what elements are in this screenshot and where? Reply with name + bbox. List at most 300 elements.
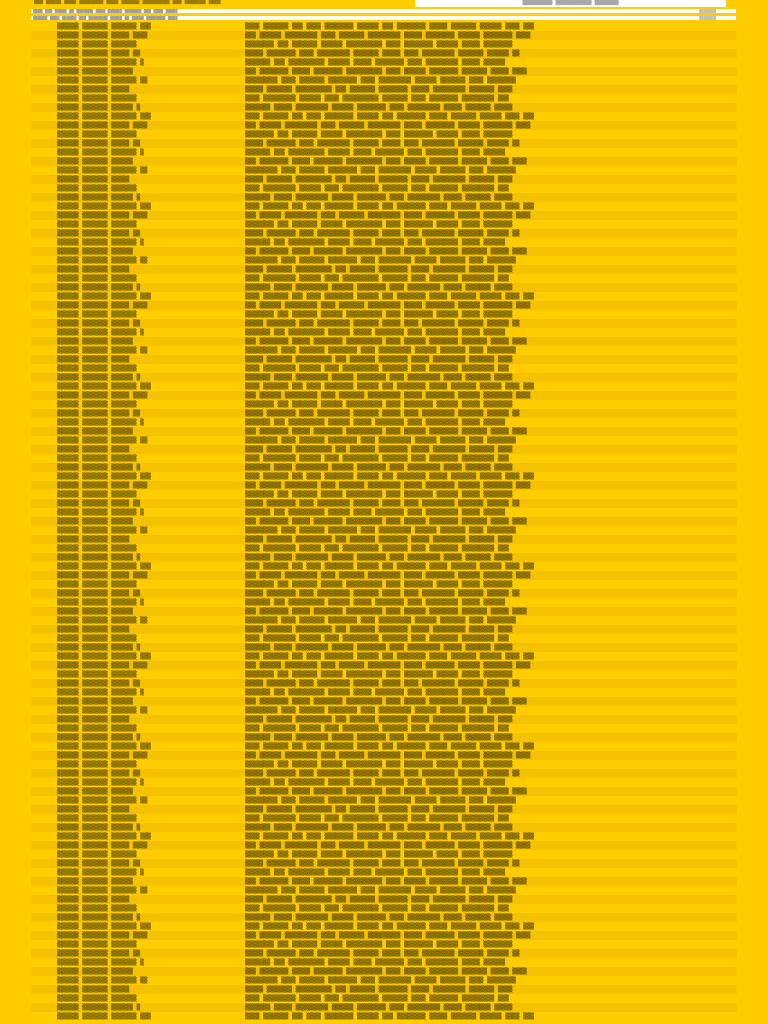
table-row — [31, 94, 737, 103]
row-value-cell: ▒▒▒▒▒▒▒▒▒ ▒▒▒▒ ▒▒▒▒▒▒▒ ▒▒▒▒▒▒▒▒ ▒▒▒▒ ▒▒▒▒▒▒▒▒▒ ▒▒▒▒▒▒ ▒▒▒▒▒▒▒ ▒▒▒▒ ▒▒▒▒▒▒▒▒ — [245, 707, 516, 714]
row-value-cell: ▒▒▒▒ ▒▒▒▒▒▒▒ ▒▒▒ ▒▒▒▒ ▒▒▒▒▒▒▒▒ ▒▒▒▒▒▒ ▒▒▒ ▒▒▒▒▒▒▒▒ ▒▒▒▒▒ ▒▒▒▒▒▒▒ ▒▒▒▒▒▒ ▒▒▒▒ ▒▒▒ — [245, 383, 534, 390]
row-value-cell: ▒▒▒▒▒ ▒▒▒▒▒▒▒▒ ▒▒▒▒ ▒▒▒▒▒▒▒▒▒ ▒▒▒▒▒▒▒ ▒▒▒▒▒ ▒▒▒▒ ▒▒▒▒▒▒▒▒▒ ▒▒▒▒▒▒▒ ▒▒▒▒▒▒ ▒▒ — [245, 950, 520, 957]
row-value-cell: ▒▒▒ ▒▒▒▒▒▒▒▒ ▒▒▒▒▒ ▒▒▒▒▒▒▒▒ ▒▒▒▒▒▒▒▒▒▒ ▒▒▒▒ ▒▒▒▒▒▒ ▒▒▒▒▒▒▒▒ ▒▒▒▒▒▒▒ ▒▒▒▒▒ ▒▒▒▒ — [245, 878, 527, 885]
row-key-cell: ▒▒▒▒▒▒ ▒▒▒▒▒▒▒ ▒▒▒▒▒ ▒▒▒▒ — [57, 572, 148, 579]
row-key-cell: ▒▒▒▒▒▒ ▒▒▒▒▒▒▒ ▒▒▒▒▒▒▒ ▒▒ — [57, 347, 148, 354]
row-key-cell: ▒▒▒▒▒▒ ▒▒▒▒▒▒▒ ▒▒▒▒▒▒▒ ▒▒▒ — [57, 113, 151, 120]
row-value-cell: ▒▒▒▒ ▒▒▒▒▒▒▒▒▒ ▒▒▒▒▒▒ ▒▒▒▒ ▒▒▒▒▒▒▒▒▒▒ ▒▒▒▒▒▒▒ ▒▒▒▒ ▒▒▒▒▒▒▒▒ ▒▒▒▒▒▒▒▒▒ ▒▒▒ — [245, 905, 509, 912]
row-key-cell: ▒▒▒▒▒▒ ▒▒▒▒▒▒▒ ▒▒▒▒▒▒ ▒ — [57, 914, 141, 921]
row-value-cell: ▒▒▒▒▒▒▒▒ ▒▒▒ ▒▒▒▒▒▒▒ ▒▒▒▒▒▒ ▒▒▒▒▒▒▒▒▒▒ ▒▒▒▒ ▒▒▒▒▒▒▒▒ ▒▒▒▒▒▒ ▒▒▒▒▒ ▒▒▒▒▒▒▒▒ — [245, 41, 513, 48]
table-row — [31, 373, 737, 382]
row-value-cell: ▒▒▒▒▒ ▒▒▒▒▒▒▒ ▒▒▒▒▒▒▒▒▒▒ ▒▒▒ ▒▒▒▒▒▒▒ ▒▒▒▒▒▒▒▒ ▒▒▒▒▒ ▒▒▒▒▒▒▒▒▒ ▒▒▒▒▒▒▒ ▒▒▒▒ — [245, 716, 513, 723]
row-key-cell: ▒▒▒▒▒▒ ▒▒▒▒▒▒▒ ▒▒▒▒▒ ▒▒▒▒ — [57, 752, 148, 759]
row-value-cell: ▒▒▒▒▒ ▒▒▒▒▒▒▒ ▒▒▒▒▒▒▒▒▒▒ ▒▒▒ ▒▒▒▒▒▒▒ ▒▒▒▒▒▒▒▒ ▒▒▒▒▒ ▒▒▒▒▒▒▒▒▒ ▒▒▒▒▒▒▒ ▒▒▒▒ — [245, 266, 513, 273]
row-key-cell: ▒▒▒▒▒▒ ▒▒▒▒▒▒▒ ▒▒▒▒▒▒ ▒ — [57, 374, 141, 381]
row-value-cell: ▒▒▒ ▒▒▒▒▒▒▒▒ ▒▒▒▒▒ ▒▒▒▒▒▒▒▒ ▒▒▒▒▒▒▒▒▒▒ ▒▒▒▒ ▒▒▒▒▒▒ ▒▒▒▒▒▒▒▒ ▒▒▒▒▒▒▒ ▒▒▒▒▒ ▒▒▒▒ — [245, 338, 527, 345]
row-key-cell: ▒▒▒▒▒▒ ▒▒▒▒▒▒▒ ▒▒▒▒▒▒▒ ▒▒ — [57, 797, 148, 804]
row-value-cell: ▒▒▒ ▒▒▒▒▒▒▒▒ ▒▒▒▒▒ ▒▒▒▒▒▒▒▒ ▒▒▒▒▒▒▒▒▒▒ ▒▒▒▒ ▒▒▒▒▒▒ ▒▒▒▒▒▒▒▒ ▒▒▒▒▒▒▒ ▒▒▒▒▒ ▒▒▒▒ — [245, 428, 527, 435]
header-box-text: ▒▒▒▒▒▒▒▒▒▒ ▒▒▒▒▒▒▒▒▒▒▒▒ ▒▒▒▒▒▒▒▒ — [522, 0, 619, 6]
table-row — [31, 40, 737, 49]
row-value-cell: ▒▒▒▒▒ ▒▒▒▒▒▒▒ ▒▒▒▒▒▒▒▒▒▒ ▒▒▒ ▒▒▒▒▒▒▒ ▒▒▒▒▒▒▒▒ ▒▒▒▒▒ ▒▒▒▒▒▒▒▒▒ ▒▒▒▒▒▒▒ ▒▒▒▒ — [245, 176, 513, 183]
row-value-cell: ▒▒▒▒▒ ▒▒▒▒▒▒▒▒ ▒▒▒▒ ▒▒▒▒▒▒▒▒▒ ▒▒▒▒▒▒▒ ▒▒▒▒▒ ▒▒▒▒ ▒▒▒▒▒▒▒▒▒ ▒▒▒▒▒▒▒ ▒▒▒▒▒▒ ▒▒ — [245, 140, 520, 147]
row-value-cell: ▒▒▒▒▒▒▒ ▒▒▒▒▒ ▒▒▒▒▒▒▒▒▒ ▒▒▒▒▒▒ ▒▒▒▒▒▒▒▒ ▒▒▒▒ ▒▒▒▒▒▒▒▒▒ ▒▒▒▒▒ ▒▒▒▒▒▒▒ ▒▒▒▒▒ — [245, 374, 513, 381]
table-row — [31, 67, 737, 76]
table-row — [31, 625, 737, 634]
row-key-cell: ▒▒▒▒▒▒ ▒▒▒▒▒▒▒ ▒▒▒▒▒▒▒ ▒▒▒ — [57, 653, 151, 660]
row-value-cell: ▒▒▒▒▒ ▒▒▒▒▒▒▒▒ ▒▒▒▒ ▒▒▒▒▒▒▒▒▒ ▒▒▒▒▒▒▒ ▒▒▒▒▒ ▒▒▒▒ ▒▒▒▒▒▒▒▒▒ ▒▒▒▒▒▒▒ ▒▒▒▒▒▒ ▒▒ — [245, 590, 520, 597]
table-row — [31, 760, 737, 769]
row-key-cell: ▒▒▒▒▒▒ ▒▒▒▒▒▒▒ ▒▒▒▒▒▒▒ ▒▒▒ — [57, 23, 151, 30]
row-key-cell: ▒▒▒▒▒▒ ▒▒▒▒▒▒▒ ▒▒▒▒▒ ▒▒ — [57, 680, 141, 687]
table-row — [31, 670, 737, 679]
row-value-cell: ▒▒▒▒▒▒▒▒▒ ▒▒▒▒ ▒▒▒▒▒▒▒ ▒▒▒▒▒▒▒▒ ▒▒▒▒ ▒▒▒▒▒▒▒▒▒ ▒▒▒▒▒▒ ▒▒▒▒▒▒▒ ▒▒▒▒ ▒▒▒▒▒▒▒▒ — [245, 257, 516, 264]
row-key-cell: ▒▒▒▒▒▒ ▒▒▒▒▒▒▒ ▒▒▒▒▒▒ ▒ — [57, 194, 141, 201]
table-row — [31, 535, 737, 544]
row-value-cell: ▒▒▒▒ ▒▒▒▒▒▒▒ ▒▒▒ ▒▒▒▒ ▒▒▒▒▒▒▒▒ ▒▒▒▒▒▒ ▒▒▒ ▒▒▒▒▒▒▒▒ ▒▒▒▒▒ ▒▒▒▒▒▒▒ ▒▒▒▒▒▒ ▒▒▒▒ ▒▒▒ — [245, 113, 534, 120]
row-key-cell: ▒▒▒▒▒▒ ▒▒▒▒▒▒▒ ▒▒▒▒▒▒▒ — [57, 851, 137, 858]
table-row — [31, 229, 737, 238]
table-row — [31, 688, 737, 697]
table-row — [31, 49, 737, 58]
row-key-cell: ▒▒▒▒▒▒ ▒▒▒▒▒▒▒ ▒▒▒▒▒▒▒ ▒▒ — [57, 887, 148, 894]
row-value-cell: ▒▒▒▒ ▒▒▒▒▒▒▒▒▒ ▒▒▒▒▒▒ ▒▒▒▒ ▒▒▒▒▒▒▒▒▒▒ ▒▒▒▒▒▒▒ ▒▒▒▒ ▒▒▒▒▒▒▒▒ ▒▒▒▒▒▒▒▒▒ ▒▒▒ — [245, 365, 509, 372]
table-row — [31, 274, 737, 283]
row-key-cell: ▒▒▒▒▒▒ ▒▒▒▒▒▒▒ ▒▒▒▒▒▒ ▒ — [57, 464, 141, 471]
row-value-cell: ▒▒▒▒ ▒▒▒▒▒▒▒ ▒▒▒ ▒▒▒▒ ▒▒▒▒▒▒▒▒ ▒▒▒▒▒▒ ▒▒▒ ▒▒▒▒▒▒▒▒ ▒▒▒▒▒ ▒▒▒▒▒▒▒ ▒▒▒▒▒▒ ▒▒▒▒ ▒▒▒ — [245, 923, 534, 930]
table-row — [31, 310, 737, 319]
table-row — [31, 328, 737, 337]
table-row — [31, 292, 737, 301]
table-row — [31, 598, 737, 607]
info-bar-link[interactable]: ▒▒▒▒▒▒▒ — [699, 16, 716, 20]
row-value-cell: ▒▒▒▒▒▒▒▒▒ ▒▒▒▒ ▒▒▒▒▒▒▒ ▒▒▒▒▒▒▒▒ ▒▒▒▒ ▒▒▒▒▒▒▒▒▒ ▒▒▒▒▒▒ ▒▒▒▒▒▒▒ ▒▒▒▒ ▒▒▒▒▒▒▒▒ — [245, 437, 516, 444]
table-row — [31, 382, 737, 391]
row-key-cell: ▒▒▒▒▒▒ ▒▒▒▒▒▒▒ ▒▒▒▒▒ ▒▒▒▒ — [57, 842, 148, 849]
row-value-cell: ▒▒▒▒▒ ▒▒▒▒▒▒▒▒ ▒▒▒▒ ▒▒▒▒▒▒▒▒▒ ▒▒▒▒▒▒▒ ▒▒▒▒▒ ▒▒▒▒ ▒▒▒▒▒▒▒▒▒ ▒▒▒▒▒▒▒ ▒▒▒▒▒▒ ▒▒ — [245, 770, 520, 777]
row-key-cell: ▒▒▒▒▒▒ ▒▒▒▒▒▒▒ ▒▒▒▒▒▒ — [57, 968, 133, 975]
row-key-cell: ▒▒▒▒▒▒ ▒▒▒▒▒▒▒ ▒▒▒▒▒ ▒▒▒▒ — [57, 662, 148, 669]
row-value-cell: ▒▒▒ ▒▒▒▒▒▒ ▒▒▒▒▒▒▒▒▒ ▒▒▒▒ ▒▒▒▒▒▒▒ ▒▒▒▒▒▒▒▒▒ ▒▒▒▒▒ ▒▒▒▒▒▒▒▒ ▒▒▒▒▒▒ ▒▒▒▒▒▒▒▒ ▒▒▒▒ — [245, 122, 531, 129]
row-value-cell: ▒▒▒▒ ▒▒▒▒▒▒▒▒▒ ▒▒▒▒▒▒ ▒▒▒▒ ▒▒▒▒▒▒▒▒▒▒ ▒▒▒▒▒▒▒ ▒▒▒▒ ▒▒▒▒▒▒▒▒ ▒▒▒▒▒▒▒▒▒ ▒▒▒ — [245, 95, 509, 102]
row-value-cell: ▒▒▒▒▒▒▒ ▒▒▒▒▒ ▒▒▒▒▒▒▒▒▒ ▒▒▒▒▒▒ ▒▒▒▒▒▒▒▒ ▒▒▒▒ ▒▒▒▒▒▒▒▒▒ ▒▒▒▒▒ ▒▒▒▒▒▒▒ ▒▒▒▒▒ — [245, 824, 513, 831]
table-row — [31, 85, 737, 94]
table-row — [31, 256, 737, 265]
row-key-cell: ▒▒▒▒▒▒ ▒▒▒▒▒▒▒ ▒▒▒▒▒ — [57, 986, 130, 993]
table-row — [31, 706, 737, 715]
row-key-cell: ▒▒▒▒▒▒ ▒▒▒▒▒▒▒ ▒▒▒▒▒▒ — [57, 518, 133, 525]
table-row — [31, 283, 737, 292]
row-key-cell: ▒▒▒▒▒▒ ▒▒▒▒▒▒▒ ▒▒▒▒▒▒ — [57, 788, 133, 795]
row-value-cell: ▒▒▒▒▒▒▒▒ ▒▒▒ ▒▒▒▒▒▒▒ ▒▒▒▒▒▒ ▒▒▒▒▒▒▒▒▒▒ ▒▒▒▒ ▒▒▒▒▒▒▒▒ ▒▒▒▒▒▒ ▒▒▒▒▒ ▒▒▒▒▒▒▒▒ — [245, 221, 513, 228]
row-value-cell: ▒▒▒▒▒▒▒▒▒ ▒▒▒▒ ▒▒▒▒▒▒▒ ▒▒▒▒▒▒▒▒ ▒▒▒▒ ▒▒▒▒▒▒▒▒▒ ▒▒▒▒▒▒ ▒▒▒▒▒▒▒ ▒▒▒▒ ▒▒▒▒▒▒▒▒ — [245, 977, 516, 984]
table-row — [31, 778, 737, 787]
table-row — [31, 805, 737, 814]
table-row — [31, 859, 737, 868]
row-key-cell: ▒▒▒▒▒▒ ▒▒▒▒▒▒▒ ▒▒▒▒▒▒ — [57, 608, 133, 615]
table-row — [31, 940, 737, 949]
row-value-cell: ▒▒▒▒▒▒▒▒▒ ▒▒▒▒ ▒▒▒▒▒▒▒ ▒▒▒▒▒▒▒▒ ▒▒▒▒ ▒▒▒▒▒▒▒▒▒ ▒▒▒▒▒▒ ▒▒▒▒▒▒▒ ▒▒▒▒ ▒▒▒▒▒▒▒▒ — [245, 77, 516, 84]
row-key-cell: ▒▒▒▒▒▒ ▒▒▒▒▒▒▒ ▒▒▒▒▒ ▒▒▒▒ — [57, 392, 148, 399]
row-key-cell: ▒▒▒▒▒▒ ▒▒▒▒▒▒▒ ▒▒▒▒▒▒▒ — [57, 905, 137, 912]
table-row — [31, 31, 737, 40]
header-banner-text: ▒▒▒ ▒▒▒▒▒ ▒▒▒▒ ▒▒▒▒▒▒▒▒ ▒▒▒▒ ▒▒▒▒▒▒ ▒▒▒▒▒▒▒▒▒ ▒▒▒ ▒▒▒▒▒▒▒ ▒▒▒▒ — [34, 0, 221, 5]
row-key-cell: ▒▒▒▒▒▒ ▒▒▒▒▒▒▒ ▒▒▒▒▒ — [57, 716, 130, 723]
row-value-cell: ▒▒▒▒▒▒▒▒ ▒▒▒ ▒▒▒▒▒▒▒ ▒▒▒▒▒▒ ▒▒▒▒▒▒▒▒▒▒ ▒▒▒▒ ▒▒▒▒▒▒▒▒ ▒▒▒▒▒▒ ▒▒▒▒▒ ▒▒▒▒▒▒▒▒ — [245, 131, 513, 138]
row-key-cell: ▒▒▒▒▒▒ ▒▒▒▒▒▒▒ ▒▒▒▒▒▒▒ — [57, 455, 137, 462]
table-row — [31, 697, 737, 706]
row-key-cell: ▒▒▒▒▒▒ ▒▒▒▒▒▒▒ ▒▒▒▒▒▒ — [57, 878, 133, 885]
table-row — [31, 418, 737, 427]
row-key-cell: ▒▒▒▒▒▒ ▒▒▒▒▒▒▒ ▒▒▒▒▒▒▒ — [57, 995, 137, 1002]
row-key-cell: ▒▒▒▒▒▒ ▒▒▒▒▒▒▒ ▒▒▒▒▒▒▒ ▒▒▒ — [57, 743, 151, 750]
row-key-cell: ▒▒▒▒▒▒ ▒▒▒▒▒▒▒ ▒▒▒▒▒▒ ▒ — [57, 1004, 141, 1011]
table-row — [31, 715, 737, 724]
row-value-cell: ▒▒▒▒▒ ▒▒▒▒▒▒▒ ▒▒▒▒▒▒▒▒▒▒ ▒▒▒ ▒▒▒▒▒▒▒ ▒▒▒▒▒▒▒▒ ▒▒▒▒▒ ▒▒▒▒▒▒▒▒▒ ▒▒▒▒▒▒▒ ▒▒▒▒ — [245, 896, 513, 903]
row-key-cell: ▒▒▒▒▒▒ ▒▒▒▒▒▒▒ ▒▒▒▒▒▒▒ — [57, 815, 137, 822]
table-row — [31, 211, 737, 220]
table-row — [31, 247, 737, 256]
table-row — [31, 562, 737, 571]
table-row — [31, 220, 737, 229]
row-key-cell: ▒▒▒▒▒▒ ▒▒▒▒▒▒▒ ▒▒▒▒▒▒▒ — [57, 185, 137, 192]
row-key-cell: ▒▒▒▒▒▒ ▒▒▒▒▒▒▒ ▒▒▒▒▒ — [57, 626, 130, 633]
table-row — [31, 895, 737, 904]
row-key-cell: ▒▒▒▒▒▒ ▒▒▒▒▒▒▒ ▒▒▒▒▒ — [57, 356, 130, 363]
row-value-cell: ▒▒▒▒▒▒▒▒▒ ▒▒▒▒ ▒▒▒▒▒▒▒ ▒▒▒▒▒▒▒▒ ▒▒▒▒ ▒▒▒▒▒▒▒▒▒ ▒▒▒▒▒▒ ▒▒▒▒▒▒▒ ▒▒▒▒ ▒▒▒▒▒▒▒▒ — [245, 617, 516, 624]
table-row — [31, 985, 737, 994]
info-bar-text: ▒▒▒▒▒▒ ▒▒▒▒ ▒▒▒▒▒▒ ▒▒▒ ▒▒▒▒▒▒▒▒ ▒▒▒▒▒ ▒▒ ▒▒▒▒▒ ▒▒▒▒▒▒▒▒ ▒▒▒▒ — [33, 16, 178, 20]
table-row — [31, 409, 737, 418]
row-key-cell: ▒▒▒▒▒▒ ▒▒▒▒▒▒▒ ▒▒▒▒▒▒▒ — [57, 545, 137, 552]
table-row — [31, 508, 737, 517]
table-row — [31, 112, 737, 121]
table-row — [31, 121, 737, 130]
table-row — [31, 355, 737, 364]
table-row — [31, 544, 737, 553]
row-value-cell: ▒▒▒▒ ▒▒▒▒▒▒▒ ▒▒▒ ▒▒▒▒ ▒▒▒▒▒▒▒▒ ▒▒▒▒▒▒ ▒▒▒ ▒▒▒▒▒▒▒▒ ▒▒▒▒▒ ▒▒▒▒▒▒▒ ▒▒▒▒▒▒ ▒▒▒▒ ▒▒▒ — [245, 653, 534, 660]
row-key-cell: ▒▒▒▒▒▒ ▒▒▒▒▒▒▒ ▒▒▒▒▒ ▒▒▒▒ — [57, 932, 148, 939]
table-row — [31, 904, 737, 913]
row-value-cell: ▒▒▒▒ ▒▒▒▒▒▒▒▒▒ ▒▒▒▒▒▒ ▒▒▒▒ ▒▒▒▒▒▒▒▒▒▒ ▒▒▒▒▒▒▒ ▒▒▒▒ ▒▒▒▒▒▒▒▒ ▒▒▒▒▒▒▒▒▒ ▒▒▒ — [245, 275, 509, 282]
text-listing-table — [31, 22, 737, 1022]
row-key-cell: ▒▒▒▒▒▒ ▒▒▒▒▒▒▒ ▒▒▒▒▒ ▒▒ — [57, 590, 141, 597]
row-value-cell: ▒▒▒▒▒ ▒▒▒▒▒▒▒▒ ▒▒▒▒ ▒▒▒▒▒▒▒▒▒ ▒▒▒▒▒▒▒ ▒▒▒▒▒ ▒▒▒▒ ▒▒▒▒▒▒▒▒▒ ▒▒▒▒▒▒▒ ▒▒▒▒▒▒ ▒▒ — [245, 680, 520, 687]
table-row — [31, 175, 737, 184]
row-key-cell: ▒▒▒▒▒▒ ▒▒▒▒▒▒▒ ▒▒▒▒▒ ▒▒ — [57, 500, 141, 507]
row-value-cell: ▒▒▒ ▒▒▒▒▒▒▒▒ ▒▒▒▒▒ ▒▒▒▒▒▒▒▒ ▒▒▒▒▒▒▒▒▒▒ ▒▒▒▒ ▒▒▒▒▒▒ ▒▒▒▒▒▒▒▒ ▒▒▒▒▒▒▒ ▒▒▒▒▒ ▒▒▒▒ — [245, 68, 527, 75]
row-key-cell: ▒▒▒▒▒▒ ▒▒▒▒▒▒▒ ▒▒▒▒▒▒ ▒ — [57, 554, 141, 561]
row-value-cell: ▒▒▒▒▒ ▒▒▒▒▒▒▒▒ ▒▒▒▒ ▒▒▒▒▒▒▒▒▒ ▒▒▒▒▒▒▒ ▒▒▒▒▒ ▒▒▒▒ ▒▒▒▒▒▒▒▒▒ ▒▒▒▒▒▒▒ ▒▒▒▒▒▒ ▒▒ — [245, 230, 520, 237]
row-key-cell: ▒▒▒▒▒▒ ▒▒▒▒▒▒▒ ▒▒▒▒▒▒▒ ▒▒ — [57, 977, 148, 984]
row-key-cell: ▒▒▒▒▒▒ ▒▒▒▒▒▒▒ ▒▒▒▒▒▒ — [57, 158, 133, 165]
row-key-cell: ▒▒▒▒▒▒ ▒▒▒▒▒▒▒ ▒▒▒▒▒▒▒ — [57, 671, 137, 678]
row-value-cell: ▒▒▒▒▒▒▒ ▒▒▒▒▒ ▒▒▒▒▒▒▒▒▒ ▒▒▒▒▒▒ ▒▒▒▒▒▒▒▒ ▒▒▒▒ ▒▒▒▒▒▒▒▒▒ ▒▒▒▒▒ ▒▒▒▒▒▒▒ ▒▒▒▒▒ — [245, 914, 513, 921]
row-key-cell: ▒▒▒▒▒▒ ▒▒▒▒▒▒▒ ▒▒▒▒▒▒▒ — [57, 491, 137, 498]
row-key-cell: ▒▒▒▒▒▒ ▒▒▒▒▒▒▒ ▒▒▒▒▒ — [57, 176, 130, 183]
row-key-cell: ▒▒▒▒▒▒ ▒▒▒▒▒▒▒ ▒▒▒▒▒▒▒ ▒ — [57, 239, 144, 246]
row-value-cell: ▒▒▒▒▒ ▒▒▒▒▒▒▒ ▒▒▒▒▒▒▒▒▒▒ ▒▒▒ ▒▒▒▒▒▒▒ ▒▒▒▒▒▒▒▒ ▒▒▒▒▒ ▒▒▒▒▒▒▒▒▒ ▒▒▒▒▒▒▒ ▒▒▒▒ — [245, 86, 513, 93]
row-key-cell: ▒▒▒▒▒▒ ▒▒▒▒▒▒▒ ▒▒▒▒▒▒▒ ▒▒ — [57, 77, 148, 84]
row-key-cell: ▒▒▒▒▒▒ ▒▒▒▒▒▒▒ ▒▒▒▒▒▒▒ ▒▒ — [57, 527, 148, 534]
row-value-cell: ▒▒▒▒▒▒▒ ▒▒▒ ▒▒▒▒▒▒▒▒▒▒ ▒▒▒▒▒▒ ▒▒▒▒▒ ▒▒▒▒▒▒▒▒ ▒▒▒▒ ▒▒▒▒▒▒▒▒▒ ▒▒▒▒▒ ▒▒▒▒▒▒ — [245, 689, 506, 696]
row-key-cell: ▒▒▒▒▒▒ ▒▒▒▒▒▒▒ ▒▒▒▒▒▒▒ ▒▒▒ — [57, 383, 151, 390]
row-key-cell: ▒▒▒▒▒▒ ▒▒▒▒▒▒▒ ▒▒▒▒▒ ▒▒▒▒ — [57, 32, 148, 39]
row-key-cell: ▒▒▒▒▒▒ ▒▒▒▒▒▒▒ ▒▒▒▒▒▒ — [57, 698, 133, 705]
row-value-cell: ▒▒▒▒▒▒▒▒▒ ▒▒▒▒ ▒▒▒▒▒▒▒ ▒▒▒▒▒▒▒▒ ▒▒▒▒ ▒▒▒▒▒▒▒▒▒ ▒▒▒▒▒▒ ▒▒▒▒▒▒▒ ▒▒▒▒ ▒▒▒▒▒▒▒▒ — [245, 167, 516, 174]
row-value-cell: ▒▒▒▒▒▒▒ ▒▒▒ ▒▒▒▒▒▒▒▒▒▒ ▒▒▒▒▒▒ ▒▒▒▒▒ ▒▒▒▒▒▒▒▒ ▒▒▒▒ ▒▒▒▒▒▒▒▒▒ ▒▒▒▒▒ ▒▒▒▒▒▒ — [245, 869, 506, 876]
table-row — [31, 949, 737, 958]
table-row — [31, 571, 737, 580]
row-key-cell: ▒▒▒▒▒▒ ▒▒▒▒▒▒▒ ▒▒▒▒▒▒▒ ▒▒ — [57, 257, 148, 264]
row-key-cell: ▒▒▒▒▒▒ ▒▒▒▒▒▒▒ ▒▒▒▒▒▒▒ ▒▒ — [57, 707, 148, 714]
row-value-cell: ▒▒▒▒▒▒▒▒ ▒▒▒ ▒▒▒▒▒▒▒ ▒▒▒▒▒▒ ▒▒▒▒▒▒▒▒▒▒ ▒▒▒▒ ▒▒▒▒▒▒▒▒ ▒▒▒▒▒▒ ▒▒▒▒▒ ▒▒▒▒▒▒▒▒ — [245, 311, 513, 318]
row-value-cell: ▒▒▒▒▒ ▒▒▒▒▒▒▒▒ ▒▒▒▒ ▒▒▒▒▒▒▒▒▒ ▒▒▒▒▒▒▒ ▒▒▒▒▒ ▒▒▒▒ ▒▒▒▒▒▒▒▒▒ ▒▒▒▒▒▒▒ ▒▒▒▒▒▒ ▒▒ — [245, 410, 520, 417]
row-value-cell: ▒▒▒▒ ▒▒▒▒▒▒▒▒▒ ▒▒▒▒▒▒ ▒▒▒▒ ▒▒▒▒▒▒▒▒▒▒ ▒▒▒▒▒▒▒ ▒▒▒▒ ▒▒▒▒▒▒▒▒ ▒▒▒▒▒▒▒▒▒ ▒▒▒ — [245, 455, 509, 462]
row-key-cell: ▒▒▒▒▒▒ ▒▒▒▒▒▒▒ ▒▒▒▒▒▒ — [57, 338, 133, 345]
row-key-cell: ▒▒▒▒▒▒ ▒▒▒▒▒▒▒ ▒▒▒▒▒▒▒ ▒ — [57, 149, 144, 156]
row-key-cell: ▒▒▒▒▒▒ ▒▒▒▒▒▒▒ ▒▒▒▒▒ ▒▒ — [57, 320, 141, 327]
row-key-cell: ▒▒▒▒▒▒ ▒▒▒▒▒▒▒ ▒▒▒▒▒ — [57, 86, 130, 93]
row-key-cell: ▒▒▒▒▒▒ ▒▒▒▒▒▒▒ ▒▒▒▒▒▒▒ ▒▒▒ — [57, 1013, 151, 1020]
row-value-cell: ▒▒▒▒▒▒▒▒▒ ▒▒▒▒ ▒▒▒▒▒▒▒ ▒▒▒▒▒▒▒▒ ▒▒▒▒ ▒▒▒▒▒▒▒▒▒ ▒▒▒▒▒▒ ▒▒▒▒▒▒▒ ▒▒▒▒ ▒▒▒▒▒▒▒▒ — [245, 797, 516, 804]
row-value-cell: ▒▒▒▒▒▒▒ ▒▒▒ ▒▒▒▒▒▒▒▒▒▒ ▒▒▒▒▒▒ ▒▒▒▒▒ ▒▒▒▒▒▒▒▒ ▒▒▒▒ ▒▒▒▒▒▒▒▒▒ ▒▒▒▒▒ ▒▒▒▒▒▒ — [245, 239, 506, 246]
row-value-cell: ▒▒▒ ▒▒▒▒▒▒ ▒▒▒▒▒▒▒▒▒ ▒▒▒▒ ▒▒▒▒▒▒▒ ▒▒▒▒▒▒▒▒▒ ▒▒▒▒▒ ▒▒▒▒▒▒▒▒ ▒▒▒▒▒▒ ▒▒▒▒▒▒▒▒ ▒▒▒▒ — [245, 842, 531, 849]
table-row — [31, 850, 737, 859]
row-key-cell: ▒▒▒▒▒▒ ▒▒▒▒▒▒▒ ▒▒▒▒▒▒▒ ▒ — [57, 329, 144, 336]
row-key-cell: ▒▒▒▒▒▒ ▒▒▒▒▒▒▒ ▒▒▒▒▒ ▒▒ — [57, 410, 141, 417]
table-row — [31, 103, 737, 112]
table-row — [31, 22, 737, 31]
row-value-cell: ▒▒▒ ▒▒▒▒▒▒▒▒ ▒▒▒▒▒ ▒▒▒▒▒▒▒▒ ▒▒▒▒▒▒▒▒▒▒ ▒▒▒▒ ▒▒▒▒▒▒ ▒▒▒▒▒▒▒▒ ▒▒▒▒▒▒▒ ▒▒▒▒▒ ▒▒▒▒ — [245, 698, 527, 705]
info-bar-text: ▒▒▒▒ ▒▒▒ ▒▒▒▒▒ ▒▒ ▒▒▒▒▒▒▒ ▒▒▒▒ ▒▒▒▒▒▒ ▒▒▒▒▒▒▒ ▒▒▒ ▒▒▒▒ ▒▒▒▒▒ — [33, 9, 178, 13]
row-value-cell: ▒▒▒▒▒▒▒▒ ▒▒▒ ▒▒▒▒▒▒▒ ▒▒▒▒▒▒ ▒▒▒▒▒▒▒▒▒▒ ▒▒▒▒ ▒▒▒▒▒▒▒▒ ▒▒▒▒▒▒ ▒▒▒▒▒ ▒▒▒▒▒▒▒▒ — [245, 671, 513, 678]
row-value-cell: ▒▒▒▒▒▒▒ ▒▒▒ ▒▒▒▒▒▒▒▒▒▒ ▒▒▒▒▒▒ ▒▒▒▒▒ ▒▒▒▒▒▒▒▒ ▒▒▒▒ ▒▒▒▒▒▒▒▒▒ ▒▒▒▒▒ ▒▒▒▒▒▒ — [245, 779, 506, 786]
row-value-cell: ▒▒▒▒▒▒▒ ▒▒▒ ▒▒▒▒▒▒▒▒▒▒ ▒▒▒▒▒▒ ▒▒▒▒▒ ▒▒▒▒▒▒▒▒ ▒▒▒▒ ▒▒▒▒▒▒▒▒▒ ▒▒▒▒▒ ▒▒▒▒▒▒ — [245, 149, 506, 156]
row-value-cell: ▒▒▒ ▒▒▒▒▒▒ ▒▒▒▒▒▒▒▒▒ ▒▒▒▒ ▒▒▒▒▒▒▒ ▒▒▒▒▒▒▒▒▒ ▒▒▒▒▒ ▒▒▒▒▒▒▒▒ ▒▒▒▒▒▒ ▒▒▒▒▒▒▒▒ ▒▒▒▒ — [245, 32, 531, 39]
table-row — [31, 481, 737, 490]
row-value-cell: ▒▒▒▒▒▒▒ ▒▒▒ ▒▒▒▒▒▒▒▒▒▒ ▒▒▒▒▒▒ ▒▒▒▒▒ ▒▒▒▒▒▒▒▒ ▒▒▒▒ ▒▒▒▒▒▒▒▒▒ ▒▒▒▒▒ ▒▒▒▒▒▒ — [245, 509, 506, 516]
row-value-cell: ▒▒▒ ▒▒▒▒▒▒▒▒ ▒▒▒▒▒ ▒▒▒▒▒▒▒▒ ▒▒▒▒▒▒▒▒▒▒ ▒▒▒▒ ▒▒▒▒▒▒ ▒▒▒▒▒▒▒▒ ▒▒▒▒▒▒▒ ▒▒▒▒▒ ▒▒▒▒ — [245, 248, 527, 255]
row-key-cell: ▒▒▒▒▒▒ ▒▒▒▒▒▒▒ ▒▒▒▒▒ — [57, 266, 130, 273]
table-row — [31, 148, 737, 157]
table-row — [31, 958, 737, 967]
table-row — [31, 166, 737, 175]
row-key-cell: ▒▒▒▒▒▒ ▒▒▒▒▒▒▒ ▒▒▒▒▒▒▒ ▒▒ — [57, 617, 148, 624]
row-key-cell: ▒▒▒▒▒▒ ▒▒▒▒▒▒▒ ▒▒▒▒▒ ▒▒▒▒ — [57, 302, 148, 309]
table-row — [31, 76, 737, 85]
row-value-cell: ▒▒▒▒▒▒▒▒ ▒▒▒ ▒▒▒▒▒▒▒ ▒▒▒▒▒▒ ▒▒▒▒▒▒▒▒▒▒ ▒▒▒▒ ▒▒▒▒▒▒▒▒ ▒▒▒▒▒▒ ▒▒▒▒▒ ▒▒▒▒▒▒▒▒ — [245, 581, 513, 588]
table-row — [31, 841, 737, 850]
row-key-cell: ▒▒▒▒▒▒ ▒▒▒▒▒▒▒ ▒▒▒▒▒▒▒ ▒ — [57, 59, 144, 66]
table-row — [31, 607, 737, 616]
row-value-cell: ▒▒▒▒▒▒▒ ▒▒▒▒▒ ▒▒▒▒▒▒▒▒▒ ▒▒▒▒▒▒ ▒▒▒▒▒▒▒▒ ▒▒▒▒ ▒▒▒▒▒▒▒▒▒ ▒▒▒▒▒ ▒▒▒▒▒▒▒ ▒▒▒▒▒ — [245, 734, 513, 741]
row-value-cell: ▒▒▒▒▒ ▒▒▒▒▒▒▒ ▒▒▒▒▒▒▒▒▒▒ ▒▒▒ ▒▒▒▒▒▒▒ ▒▒▒▒▒▒▒▒ ▒▒▒▒▒ ▒▒▒▒▒▒▒▒▒ ▒▒▒▒▒▒▒ ▒▒▒▒ — [245, 986, 513, 993]
table-row — [31, 814, 737, 823]
table-row — [31, 1012, 737, 1021]
row-value-cell: ▒▒▒▒ ▒▒▒▒▒▒▒▒▒ ▒▒▒▒▒▒ ▒▒▒▒ ▒▒▒▒▒▒▒▒▒▒ ▒▒▒▒▒▒▒ ▒▒▒▒ ▒▒▒▒▒▒▒▒ ▒▒▒▒▒▒▒▒▒ ▒▒▒ — [245, 995, 509, 1002]
row-value-cell: ▒▒▒▒▒▒▒▒▒ ▒▒▒▒ ▒▒▒▒▒▒▒ ▒▒▒▒▒▒▒▒ ▒▒▒▒ ▒▒▒▒▒▒▒▒▒ ▒▒▒▒▒▒ ▒▒▒▒▒▒▒ ▒▒▒▒ ▒▒▒▒▒▒▒▒ — [245, 527, 516, 534]
table-row — [31, 733, 737, 742]
table-row — [31, 202, 737, 211]
row-key-cell: ▒▒▒▒▒▒ ▒▒▒▒▒▒▒ ▒▒▒▒▒▒▒ ▒▒▒ — [57, 833, 151, 840]
row-value-cell: ▒▒▒▒ ▒▒▒▒▒▒▒ ▒▒▒ ▒▒▒▒ ▒▒▒▒▒▒▒▒ ▒▒▒▒▒▒ ▒▒▒ ▒▒▒▒▒▒▒▒ ▒▒▒▒▒ ▒▒▒▒▒▒▒ ▒▒▒▒▒▒ ▒▒▒▒ ▒▒▒ — [245, 1013, 534, 1020]
row-key-cell: ▒▒▒▒▒▒ ▒▒▒▒▒▒▒ ▒▒▒▒▒ — [57, 446, 130, 453]
table-row — [31, 751, 737, 760]
row-key-cell: ▒▒▒▒▒▒ ▒▒▒▒▒▒▒ ▒▒▒▒▒▒▒ — [57, 401, 137, 408]
row-key-cell: ▒▒▒▒▒▒ ▒▒▒▒▒▒▒ ▒▒▒▒▒▒▒ — [57, 761, 137, 768]
row-value-cell: ▒▒▒▒▒ ▒▒▒▒▒▒▒ ▒▒▒▒▒▒▒▒▒▒ ▒▒▒ ▒▒▒▒▒▒▒ ▒▒▒▒▒▒▒▒ ▒▒▒▒▒ ▒▒▒▒▒▒▒▒▒ ▒▒▒▒▒▒▒ ▒▒▒▒ — [245, 446, 513, 453]
row-value-cell: ▒▒▒ ▒▒▒▒▒▒ ▒▒▒▒▒▒▒▒▒ ▒▒▒▒ ▒▒▒▒▒▒▒ ▒▒▒▒▒▒▒▒▒ ▒▒▒▒▒ ▒▒▒▒▒▒▒▒ ▒▒▒▒▒▒ ▒▒▒▒▒▒▒▒ ▒▒▒▒ — [245, 212, 531, 219]
row-value-cell: ▒▒▒ ▒▒▒▒▒▒▒▒ ▒▒▒▒▒ ▒▒▒▒▒▒▒▒ ▒▒▒▒▒▒▒▒▒▒ ▒▒▒▒ ▒▒▒▒▒▒ ▒▒▒▒▒▒▒▒ ▒▒▒▒▒▒▒ ▒▒▒▒▒ ▒▒▒▒ — [245, 968, 527, 975]
table-row — [31, 1003, 737, 1012]
row-value-cell: ▒▒▒▒▒▒▒ ▒▒▒▒▒ ▒▒▒▒▒▒▒▒▒ ▒▒▒▒▒▒ ▒▒▒▒▒▒▒▒ ▒▒▒▒ ▒▒▒▒▒▒▒▒▒ ▒▒▒▒▒ ▒▒▒▒▒▒▒ ▒▒▒▒▒ — [245, 194, 513, 201]
row-key-cell: ▒▒▒▒▒▒ ▒▒▒▒▒▒▒ ▒▒▒▒▒▒▒ — [57, 131, 137, 138]
row-value-cell: ▒▒▒▒▒▒▒ ▒▒▒▒▒ ▒▒▒▒▒▒▒▒▒ ▒▒▒▒▒▒ ▒▒▒▒▒▒▒▒ ▒▒▒▒ ▒▒▒▒▒▒▒▒▒ ▒▒▒▒▒ ▒▒▒▒▒▒▒ ▒▒▒▒▒ — [245, 644, 513, 651]
row-value-cell: ▒▒▒▒▒▒▒▒ ▒▒▒ ▒▒▒▒▒▒▒ ▒▒▒▒▒▒ ▒▒▒▒▒▒▒▒▒▒ ▒▒▒▒ ▒▒▒▒▒▒▒▒ ▒▒▒▒▒▒ ▒▒▒▒▒ ▒▒▒▒▒▒▒▒ — [245, 941, 513, 948]
row-value-cell: ▒▒▒▒▒▒▒▒ ▒▒▒ ▒▒▒▒▒▒▒ ▒▒▒▒▒▒ ▒▒▒▒▒▒▒▒▒▒ ▒▒▒▒ ▒▒▒▒▒▒▒▒ ▒▒▒▒▒▒ ▒▒▒▒▒ ▒▒▒▒▒▒▒▒ — [245, 761, 513, 768]
row-value-cell: ▒▒▒ ▒▒▒▒▒▒▒▒ ▒▒▒▒▒ ▒▒▒▒▒▒▒▒ ▒▒▒▒▒▒▒▒▒▒ ▒▒▒▒ ▒▒▒▒▒▒ ▒▒▒▒▒▒▒▒ ▒▒▒▒▒▒▒ ▒▒▒▒▒ ▒▒▒▒ — [245, 158, 527, 165]
table-row — [31, 616, 737, 625]
row-value-cell: ▒▒▒ ▒▒▒▒▒▒ ▒▒▒▒▒▒▒▒▒ ▒▒▒▒ ▒▒▒▒▒▒▒ ▒▒▒▒▒▒▒▒▒ ▒▒▒▒▒ ▒▒▒▒▒▒▒▒ ▒▒▒▒▒▒ ▒▒▒▒▒▒▒▒ ▒▒▒▒ — [245, 752, 531, 759]
row-value-cell: ▒▒▒▒ ▒▒▒▒▒▒▒▒▒ ▒▒▒▒▒▒ ▒▒▒▒ ▒▒▒▒▒▒▒▒▒▒ ▒▒▒▒▒▒▒ ▒▒▒▒ ▒▒▒▒▒▒▒▒ ▒▒▒▒▒▒▒▒▒ ▒▒▒ — [245, 725, 509, 732]
table-row — [31, 58, 737, 67]
row-key-cell: ▒▒▒▒▒▒ ▒▒▒▒▒▒▒ ▒▒▒▒▒ ▒▒ — [57, 860, 141, 867]
row-key-cell: ▒▒▒▒▒▒ ▒▒▒▒▒▒▒ ▒▒▒▒▒ ▒▒ — [57, 950, 141, 957]
row-key-cell: ▒▒▒▒▒▒ ▒▒▒▒▒▒▒ ▒▒▒▒▒▒ — [57, 68, 133, 75]
row-value-cell: ▒▒▒▒▒ ▒▒▒▒▒▒▒ ▒▒▒▒▒▒▒▒▒▒ ▒▒▒ ▒▒▒▒▒▒▒ ▒▒▒▒▒▒▒▒ ▒▒▒▒▒ ▒▒▒▒▒▒▒▒▒ ▒▒▒▒▒▒▒ ▒▒▒▒ — [245, 536, 513, 543]
row-key-cell: ▒▒▒▒▒▒ ▒▒▒▒▒▒▒ ▒▒▒▒▒▒▒ — [57, 221, 137, 228]
table-row — [31, 886, 737, 895]
table-row — [31, 130, 737, 139]
row-key-cell: ▒▒▒▒▒▒ ▒▒▒▒▒▒▒ ▒▒▒▒▒▒▒ — [57, 95, 137, 102]
row-value-cell: ▒▒▒▒▒▒▒ ▒▒▒ ▒▒▒▒▒▒▒▒▒▒ ▒▒▒▒▒▒ ▒▒▒▒▒ ▒▒▒▒▒▒▒▒ ▒▒▒▒ ▒▒▒▒▒▒▒▒▒ ▒▒▒▒▒ ▒▒▒▒▒▒ — [245, 329, 506, 336]
row-key-cell: ▒▒▒▒▒▒ ▒▒▒▒▒▒▒ ▒▒▒▒▒▒▒ ▒▒ — [57, 167, 148, 174]
row-value-cell: ▒▒▒▒▒ ▒▒▒▒▒▒▒ ▒▒▒▒▒▒▒▒▒▒ ▒▒▒ ▒▒▒▒▒▒▒ ▒▒▒▒▒▒▒▒ ▒▒▒▒▒ ▒▒▒▒▒▒▒▒▒ ▒▒▒▒▒▒▒ ▒▒▒▒ — [245, 626, 513, 633]
row-value-cell: ▒▒▒▒▒▒▒ ▒▒▒▒▒ ▒▒▒▒▒▒▒▒▒ ▒▒▒▒▒▒ ▒▒▒▒▒▒▒▒ ▒▒▒▒ ▒▒▒▒▒▒▒▒▒ ▒▒▒▒▒ ▒▒▒▒▒▒▒ ▒▒▒▒▒ — [245, 464, 513, 471]
row-key-cell: ▒▒▒▒▒▒ ▒▒▒▒▒▒▒ ▒▒▒▒▒▒▒ — [57, 365, 137, 372]
row-key-cell: ▒▒▒▒▒▒ ▒▒▒▒▒▒▒ ▒▒▒▒▒▒ ▒ — [57, 284, 141, 291]
table-row — [31, 454, 737, 463]
table-row — [31, 364, 737, 373]
row-value-cell: ▒▒▒▒▒▒▒ ▒▒▒▒▒ ▒▒▒▒▒▒▒▒▒ ▒▒▒▒▒▒ ▒▒▒▒▒▒▒▒ ▒▒▒▒ ▒▒▒▒▒▒▒▒▒ ▒▒▒▒▒ ▒▒▒▒▒▒▒ ▒▒▒▒▒ — [245, 554, 513, 561]
row-value-cell: ▒▒▒▒▒▒▒▒▒ ▒▒▒▒ ▒▒▒▒▒▒▒ ▒▒▒▒▒▒▒▒ ▒▒▒▒ ▒▒▒▒▒▒▒▒▒ ▒▒▒▒▒▒ ▒▒▒▒▒▒▒ ▒▒▒▒ ▒▒▒▒▒▒▒▒ — [245, 887, 516, 894]
table-row — [31, 157, 737, 166]
table-row — [31, 238, 737, 247]
table-row — [31, 796, 737, 805]
row-key-cell: ▒▒▒▒▒▒ ▒▒▒▒▒▒▒ ▒▒▒▒▒▒▒ ▒▒▒ — [57, 293, 151, 300]
row-key-cell: ▒▒▒▒▒▒ ▒▒▒▒▒▒▒ ▒▒▒▒▒ ▒▒▒▒ — [57, 122, 148, 129]
table-row — [31, 634, 737, 643]
row-value-cell: ▒▒▒ ▒▒▒▒▒▒▒▒ ▒▒▒▒▒ ▒▒▒▒▒▒▒▒ ▒▒▒▒▒▒▒▒▒▒ ▒▒▒▒ ▒▒▒▒▒▒ ▒▒▒▒▒▒▒▒ ▒▒▒▒▒▒▒ ▒▒▒▒▒ ▒▒▒▒ — [245, 518, 527, 525]
table-row — [31, 976, 737, 985]
table-row — [31, 526, 737, 535]
table-row — [31, 319, 737, 328]
table-row — [31, 193, 737, 202]
table-row — [31, 184, 737, 193]
row-value-cell: ▒▒▒▒ ▒▒▒▒▒▒▒ ▒▒▒ ▒▒▒▒ ▒▒▒▒▒▒▒▒ ▒▒▒▒▒▒ ▒▒▒ ▒▒▒▒▒▒▒▒ ▒▒▒▒▒ ▒▒▒▒▒▒▒ ▒▒▒▒▒▒ ▒▒▒▒ ▒▒▒ — [245, 563, 534, 570]
row-value-cell: ▒▒▒ ▒▒▒▒▒▒ ▒▒▒▒▒▒▒▒▒ ▒▒▒▒ ▒▒▒▒▒▒▒ ▒▒▒▒▒▒▒▒▒ ▒▒▒▒▒ ▒▒▒▒▒▒▒▒ ▒▒▒▒▒▒ ▒▒▒▒▒▒▒▒ ▒▒▒▒ — [245, 482, 531, 489]
row-value-cell: ▒▒▒▒ ▒▒▒▒▒▒▒▒▒ ▒▒▒▒▒▒ ▒▒▒▒ ▒▒▒▒▒▒▒▒▒▒ ▒▒▒▒▒▒▒ ▒▒▒▒ ▒▒▒▒▒▒▒▒ ▒▒▒▒▒▒▒▒▒ ▒▒▒ — [245, 545, 509, 552]
table-row — [31, 301, 737, 310]
row-key-cell: ▒▒▒▒▒▒ ▒▒▒▒▒▒▒ ▒▒▒▒▒ ▒▒▒▒ — [57, 482, 148, 489]
table-row — [31, 823, 737, 832]
row-value-cell: ▒▒▒▒ ▒▒▒▒▒▒▒ ▒▒▒ ▒▒▒▒ ▒▒▒▒▒▒▒▒ ▒▒▒▒▒▒ ▒▒▒ ▒▒▒▒▒▒▒▒ ▒▒▒▒▒ ▒▒▒▒▒▒▒ ▒▒▒▒▒▒ ▒▒▒▒ ▒▒▒ — [245, 743, 534, 750]
table-row — [31, 517, 737, 526]
row-key-cell: ▒▒▒▒▒▒ ▒▒▒▒▒▒▒ ▒▒▒▒▒▒▒ — [57, 941, 137, 948]
info-bar-primary — [31, 9, 736, 13]
row-key-cell: ▒▒▒▒▒▒ ▒▒▒▒▒▒▒ ▒▒▒▒▒▒ — [57, 248, 133, 255]
table-row — [31, 922, 737, 931]
row-value-cell: ▒▒▒▒▒▒▒▒ ▒▒▒ ▒▒▒▒▒▒▒ ▒▒▒▒▒▒ ▒▒▒▒▒▒▒▒▒▒ ▒▒▒▒ ▒▒▒▒▒▒▒▒ ▒▒▒▒▒▒ ▒▒▒▒▒ ▒▒▒▒▒▒▒▒ — [245, 401, 513, 408]
row-value-cell: ▒▒▒ ▒▒▒▒▒▒▒▒ ▒▒▒▒▒ ▒▒▒▒▒▒▒▒ ▒▒▒▒▒▒▒▒▒▒ ▒▒▒▒ ▒▒▒▒▒▒ ▒▒▒▒▒▒▒▒ ▒▒▒▒▒▒▒ ▒▒▒▒▒ ▒▒▒▒ — [245, 788, 527, 795]
row-value-cell: ▒▒▒ ▒▒▒▒▒▒ ▒▒▒▒▒▒▒▒▒ ▒▒▒▒ ▒▒▒▒▒▒▒ ▒▒▒▒▒▒▒▒▒ ▒▒▒▒▒ ▒▒▒▒▒▒▒▒ ▒▒▒▒▒▒ ▒▒▒▒▒▒▒▒ ▒▒▒▒ — [245, 572, 531, 579]
row-value-cell: ▒▒▒▒ ▒▒▒▒▒▒▒▒▒ ▒▒▒▒▒▒ ▒▒▒▒ ▒▒▒▒▒▒▒▒▒▒ ▒▒▒▒▒▒▒ ▒▒▒▒ ▒▒▒▒▒▒▒▒ ▒▒▒▒▒▒▒▒▒ ▒▒▒ — [245, 635, 509, 642]
row-value-cell: ▒▒▒▒ ▒▒▒▒▒▒▒ ▒▒▒ ▒▒▒▒ ▒▒▒▒▒▒▒▒ ▒▒▒▒▒▒ ▒▒▒ ▒▒▒▒▒▒▒▒ ▒▒▒▒▒ ▒▒▒▒▒▒▒ ▒▒▒▒▒▒ ▒▒▒▒ ▒▒▒ — [245, 23, 534, 30]
row-value-cell: ▒▒▒▒▒ ▒▒▒▒▒▒▒ ▒▒▒▒▒▒▒▒▒▒ ▒▒▒ ▒▒▒▒▒▒▒ ▒▒▒▒▒▒▒▒ ▒▒▒▒▒ ▒▒▒▒▒▒▒▒▒ ▒▒▒▒▒▒▒ ▒▒▒▒ — [245, 806, 513, 813]
row-key-cell: ▒▒▒▒▒▒ ▒▒▒▒▒▒▒ ▒▒▒▒▒▒▒ ▒ — [57, 599, 144, 606]
table-row — [31, 436, 737, 445]
row-key-cell: ▒▒▒▒▒▒ ▒▒▒▒▒▒▒ ▒▒▒▒▒ ▒▒ — [57, 770, 141, 777]
table-row — [31, 652, 737, 661]
table-row — [31, 400, 737, 409]
table-row — [31, 913, 737, 922]
row-key-cell: ▒▒▒▒▒▒ ▒▒▒▒▒▒▒ ▒▒▒▒▒▒ — [57, 428, 133, 435]
table-row — [31, 463, 737, 472]
row-value-cell: ▒▒▒ ▒▒▒▒▒▒ ▒▒▒▒▒▒▒▒▒ ▒▒▒▒ ▒▒▒▒▒▒▒ ▒▒▒▒▒▒▒▒▒ ▒▒▒▒▒ ▒▒▒▒▒▒▒▒ ▒▒▒▒▒▒ ▒▒▒▒▒▒▒▒ ▒▒▒▒ — [245, 932, 531, 939]
row-value-cell: ▒▒▒▒▒▒▒ ▒▒▒ ▒▒▒▒▒▒▒▒▒▒ ▒▒▒▒▒▒ ▒▒▒▒▒ ▒▒▒▒▒▒▒▒ ▒▒▒▒ ▒▒▒▒▒▒▒▒▒ ▒▒▒▒▒ ▒▒▒▒▒▒ — [245, 599, 506, 606]
table-row — [31, 679, 737, 688]
header-title-box — [415, 0, 726, 7]
row-value-cell: ▒▒▒ ▒▒▒▒▒▒ ▒▒▒▒▒▒▒▒▒ ▒▒▒▒ ▒▒▒▒▒▒▒ ▒▒▒▒▒▒▒▒▒ ▒▒▒▒▒ ▒▒▒▒▒▒▒▒ ▒▒▒▒▒▒ ▒▒▒▒▒▒▒▒ ▒▒▒▒ — [245, 302, 531, 309]
row-key-cell: ▒▒▒▒▒▒ ▒▒▒▒▒▒▒ ▒▒▒▒▒▒▒ ▒▒▒ — [57, 923, 151, 930]
table-row — [31, 391, 737, 400]
table-row — [31, 931, 737, 940]
row-value-cell: ▒▒▒▒ ▒▒▒▒▒▒▒ ▒▒▒ ▒▒▒▒ ▒▒▒▒▒▒▒▒ ▒▒▒▒▒▒ ▒▒▒ ▒▒▒▒▒▒▒▒ ▒▒▒▒▒ ▒▒▒▒▒▒▒ ▒▒▒▒▒▒ ▒▒▒▒ ▒▒▒ — [245, 203, 534, 210]
table-row — [31, 661, 737, 670]
row-key-cell: ▒▒▒▒▒▒ ▒▒▒▒▒▒▒ ▒▒▒▒▒▒▒ ▒▒▒ — [57, 563, 151, 570]
row-key-cell: ▒▒▒▒▒▒ ▒▒▒▒▒▒▒ ▒▒▒▒▒▒▒ ▒ — [57, 689, 144, 696]
table-row — [31, 832, 737, 841]
table-row — [31, 445, 737, 454]
table-row — [31, 499, 737, 508]
row-value-cell: ▒▒▒▒ ▒▒▒▒▒▒▒ ▒▒▒ ▒▒▒▒ ▒▒▒▒▒▒▒▒ ▒▒▒▒▒▒ ▒▒▒ ▒▒▒▒▒▒▒▒ ▒▒▒▒▒ ▒▒▒▒▒▒▒ ▒▒▒▒▒▒ ▒▒▒▒ ▒▒▒ — [245, 293, 534, 300]
row-value-cell: ▒▒▒▒ ▒▒▒▒▒▒▒▒▒ ▒▒▒▒▒▒ ▒▒▒▒ ▒▒▒▒▒▒▒▒▒▒ ▒▒▒▒▒▒▒ ▒▒▒▒ ▒▒▒▒▒▒▒▒ ▒▒▒▒▒▒▒▒▒ ▒▒▒ — [245, 185, 509, 192]
table-row — [31, 787, 737, 796]
row-key-cell: ▒▒▒▒▒▒ ▒▒▒▒▒▒▒ ▒▒▒▒▒▒▒ ▒▒▒ — [57, 473, 151, 480]
table-row — [31, 724, 737, 733]
row-key-cell: ▒▒▒▒▒▒ ▒▒▒▒▒▒▒ ▒▒▒▒▒ ▒▒▒▒ — [57, 212, 148, 219]
row-key-cell: ▒▒▒▒▒▒ ▒▒▒▒▒▒▒ ▒▒▒▒▒▒▒ — [57, 41, 137, 48]
table-row — [31, 877, 737, 886]
row-value-cell: ▒▒▒▒▒▒▒▒ ▒▒▒ ▒▒▒▒▒▒▒ ▒▒▒▒▒▒ ▒▒▒▒▒▒▒▒▒▒ ▒▒▒▒ ▒▒▒▒▒▒▒▒ ▒▒▒▒▒▒ ▒▒▒▒▒ ▒▒▒▒▒▒▒▒ — [245, 851, 513, 858]
table-row — [31, 580, 737, 589]
row-key-cell: ▒▒▒▒▒▒ ▒▒▒▒▒▒▒ ▒▒▒▒▒▒▒ ▒ — [57, 779, 144, 786]
table-row — [31, 643, 737, 652]
row-key-cell: ▒▒▒▒▒▒ ▒▒▒▒▒▒▒ ▒▒▒▒▒ ▒▒ — [57, 50, 141, 57]
row-key-cell: ▒▒▒▒▒▒ ▒▒▒▒▒▒▒ ▒▒▒▒▒▒▒ ▒▒▒ — [57, 203, 151, 210]
row-value-cell: ▒▒▒▒▒▒▒ ▒▒▒▒▒ ▒▒▒▒▒▒▒▒▒ ▒▒▒▒▒▒ ▒▒▒▒▒▒▒▒ ▒▒▒▒ ▒▒▒▒▒▒▒▒▒ ▒▒▒▒▒ ▒▒▒▒▒▒▒ ▒▒▒▒▒ — [245, 104, 513, 111]
row-key-cell: ▒▒▒▒▒▒ ▒▒▒▒▒▒▒ ▒▒▒▒▒ — [57, 536, 130, 543]
table-row — [31, 553, 737, 562]
row-key-cell: ▒▒▒▒▒▒ ▒▒▒▒▒▒▒ ▒▒▒▒▒▒▒ ▒ — [57, 959, 144, 966]
info-bar-link[interactable]: ▒▒▒▒▒▒▒ — [699, 9, 716, 13]
row-key-cell: ▒▒▒▒▒▒ ▒▒▒▒▒▒▒ ▒▒▒▒▒▒▒ — [57, 311, 137, 318]
row-key-cell: ▒▒▒▒▒▒ ▒▒▒▒▒▒▒ ▒▒▒▒▒▒▒ — [57, 635, 137, 642]
row-value-cell: ▒▒▒▒ ▒▒▒▒▒▒▒ ▒▒▒ ▒▒▒▒ ▒▒▒▒▒▒▒▒ ▒▒▒▒▒▒ ▒▒▒ ▒▒▒▒▒▒▒▒ ▒▒▒▒▒ ▒▒▒▒▒▒▒ ▒▒▒▒▒▒ ▒▒▒▒ ▒▒▒ — [245, 473, 534, 480]
table-row — [31, 346, 737, 355]
row-value-cell: ▒▒▒▒▒▒▒▒ ▒▒▒ ▒▒▒▒▒▒▒ ▒▒▒▒▒▒ ▒▒▒▒▒▒▒▒▒▒ ▒▒▒▒ ▒▒▒▒▒▒▒▒ ▒▒▒▒▒▒ ▒▒▒▒▒ ▒▒▒▒▒▒▒▒ — [245, 491, 513, 498]
row-value-cell: ▒▒▒▒▒▒▒ ▒▒▒ ▒▒▒▒▒▒▒▒▒▒ ▒▒▒▒▒▒ ▒▒▒▒▒ ▒▒▒▒▒▒▒▒ ▒▒▒▒ ▒▒▒▒▒▒▒▒▒ ▒▒▒▒▒ ▒▒▒▒▒▒ — [245, 419, 506, 426]
